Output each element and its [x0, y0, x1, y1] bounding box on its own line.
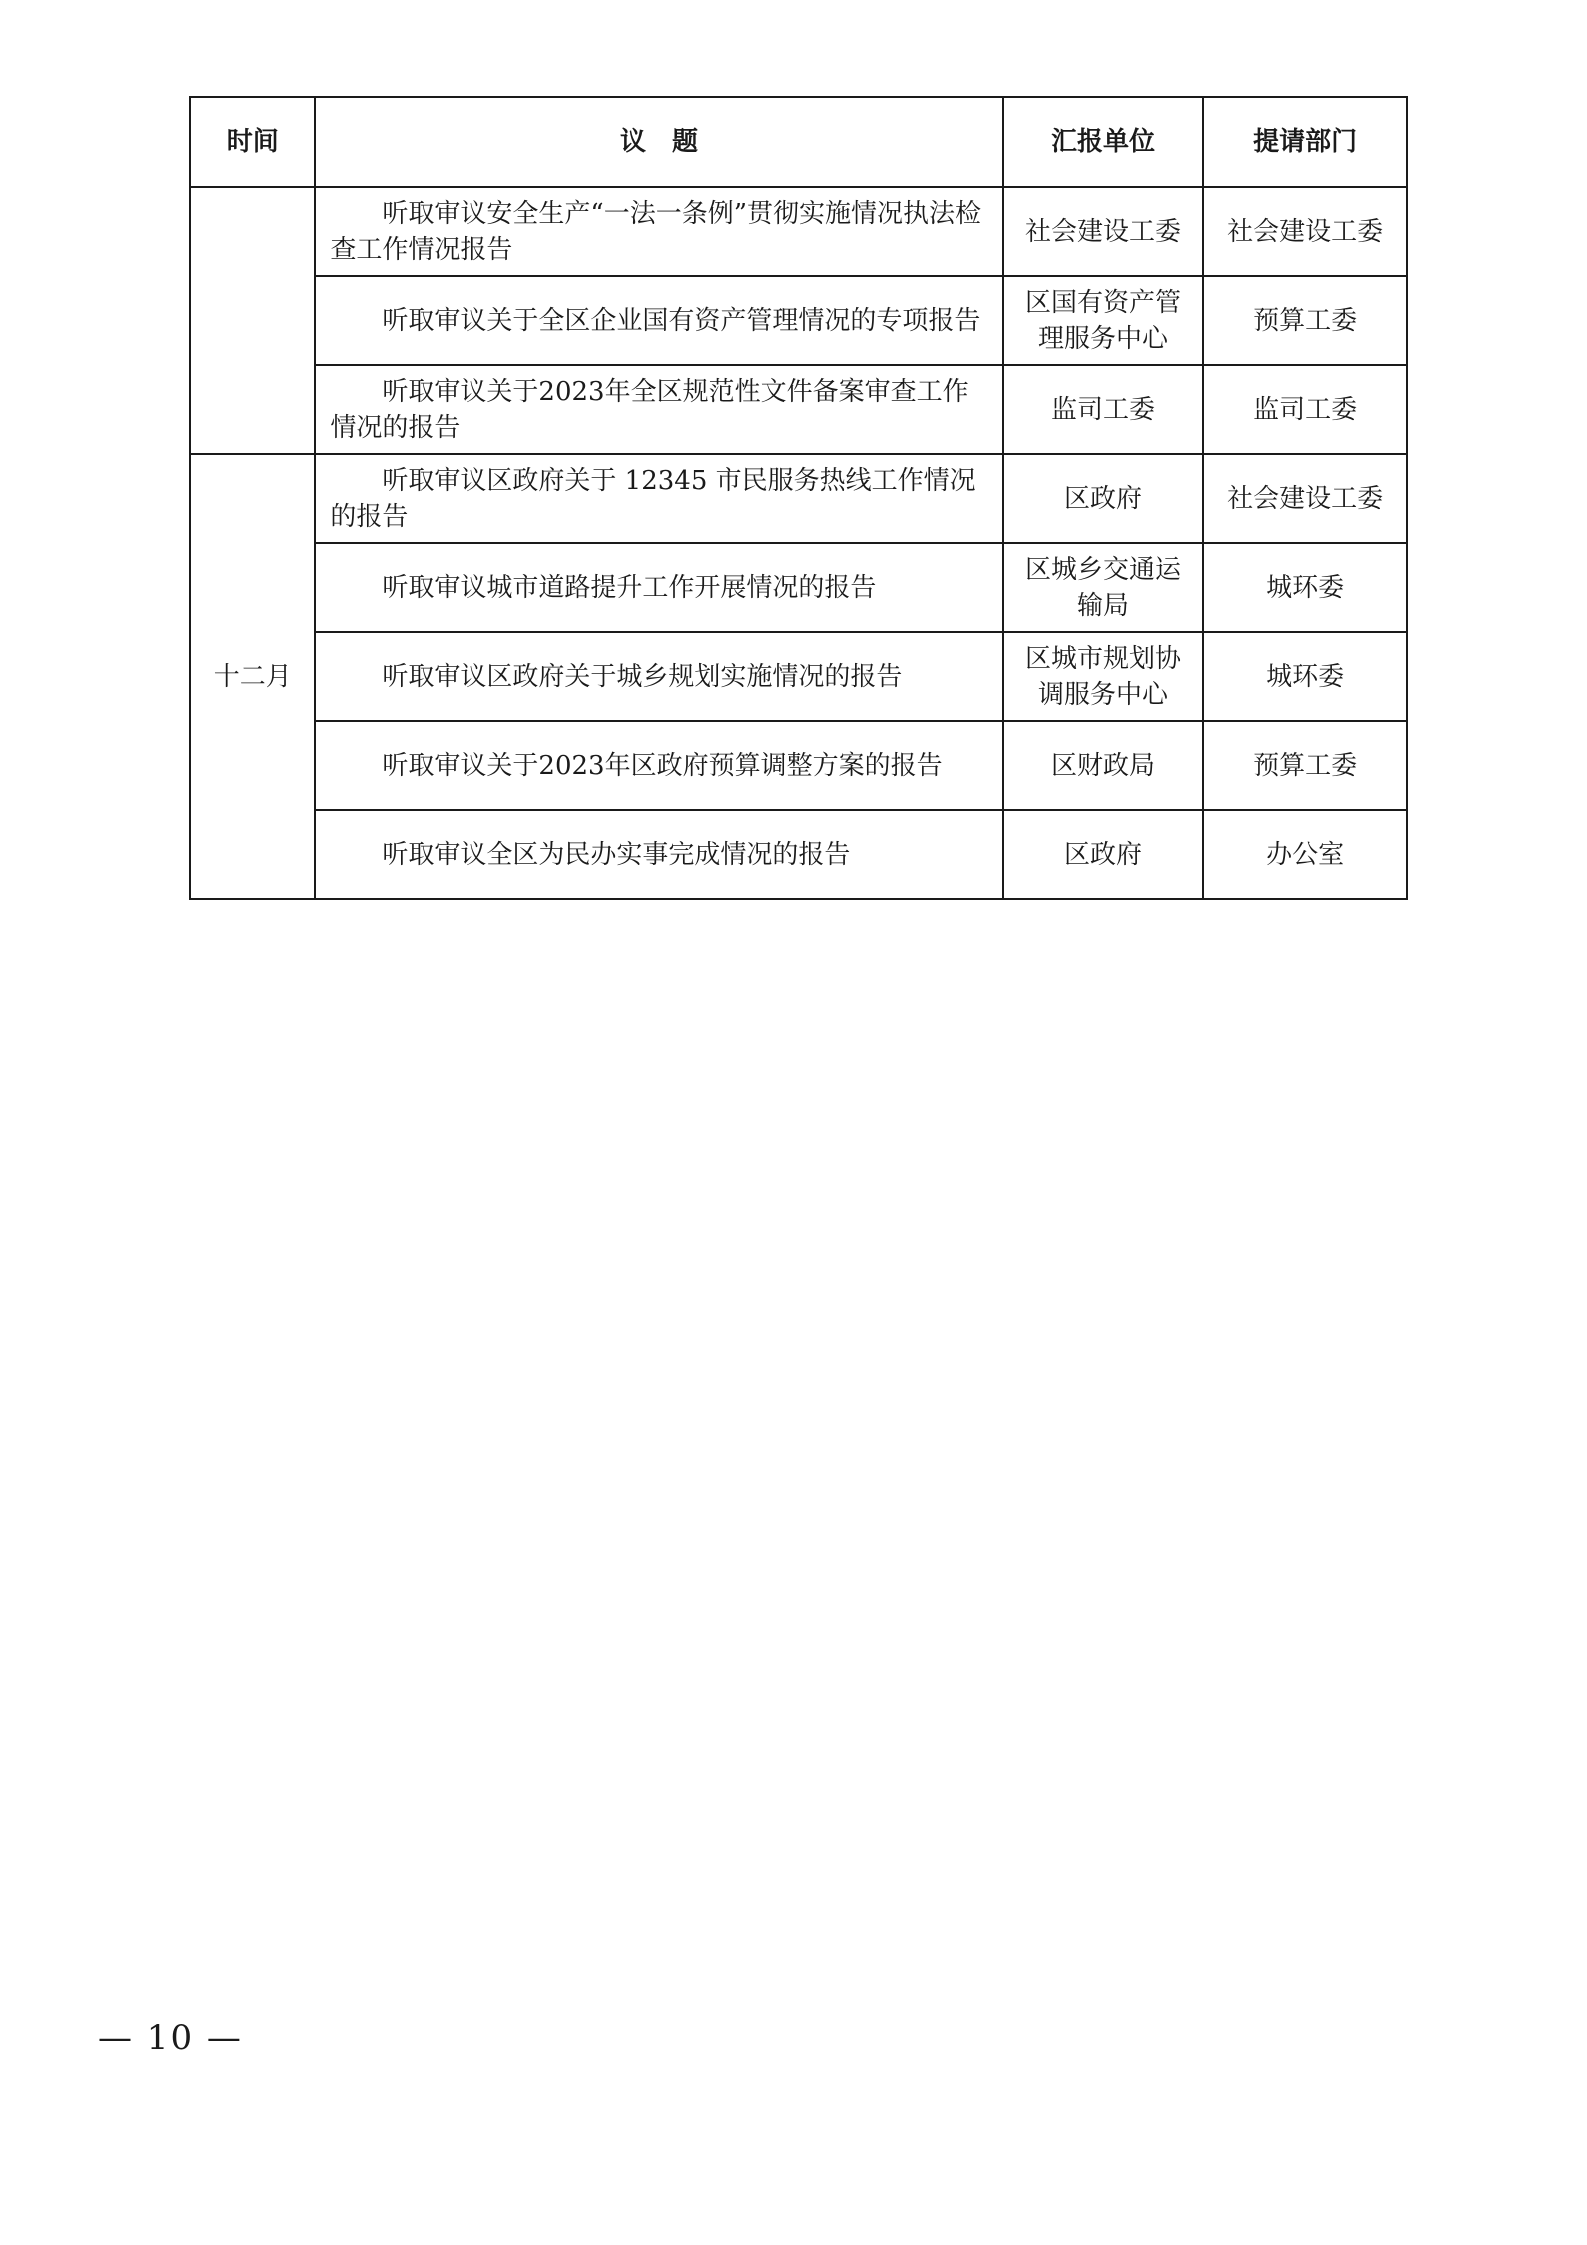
table-row: [190, 365, 1407, 454]
submitting-dept-cell: 办公室: [1203, 810, 1407, 899]
submitting-dept-cell: 社会建设工委: [1203, 187, 1407, 276]
reporting-unit-cell: 区政府: [1003, 454, 1204, 543]
time-cell: [190, 187, 315, 454]
table-header-row: [190, 97, 1407, 187]
table-row: [190, 187, 1407, 276]
submitting-dept-cell: 社会建设工委: [1203, 454, 1407, 543]
reporting-unit-cell: 监司工委: [1003, 365, 1204, 454]
header-dept: 提请部门: [1203, 97, 1407, 187]
agenda-table: [189, 96, 1408, 900]
topic-cell: 听取审议安全生产“一法一条例”贯彻实施情况执法检查工作情况报告: [315, 187, 1002, 276]
table-row: [190, 810, 1407, 899]
submitting-dept-cell: 城环委: [1203, 632, 1407, 721]
header-topic: 议 题: [315, 97, 1002, 187]
time-cell: 十二月: [190, 454, 315, 899]
reporting-unit-cell: 社会建设工委: [1003, 187, 1204, 276]
topic-cell: 听取审议区政府关于 12345 市民服务热线工作情况的报告: [315, 454, 1002, 543]
agenda-table-container: [189, 96, 1408, 900]
topic-cell: 听取审议城市道路提升工作开展情况的报告: [315, 543, 1002, 632]
header-unit: 汇报单位: [1003, 97, 1204, 187]
reporting-unit-cell: 区政府: [1003, 810, 1204, 899]
reporting-unit-cell: 区国有资产管理服务中心: [1003, 276, 1204, 365]
header-time: 时间: [190, 97, 315, 187]
topic-cell: 听取审议全区为民办实事完成情况的报告: [315, 810, 1002, 899]
topic-cell: 听取审议区政府关于城乡规划实施情况的报告: [315, 632, 1002, 721]
page-number: — 10 —: [98, 2018, 243, 2058]
submitting-dept-cell: 预算工委: [1203, 721, 1407, 810]
table-row: [190, 276, 1407, 365]
topic-cell: 听取审议关于2023年全区规范性文件备案审查工作情况的报告: [315, 365, 1002, 454]
table-row: [190, 632, 1407, 721]
topic-cell: 听取审议关于全区企业国有资产管理情况的专项报告: [315, 276, 1002, 365]
table-row: [190, 721, 1407, 810]
submitting-dept-cell: 监司工委: [1203, 365, 1407, 454]
reporting-unit-cell: 区财政局: [1003, 721, 1204, 810]
topic-cell: 听取审议关于2023年区政府预算调整方案的报告: [315, 721, 1002, 810]
submitting-dept-cell: 预算工委: [1203, 276, 1407, 365]
table-row: [190, 543, 1407, 632]
reporting-unit-cell: 区城乡交通运输局: [1003, 543, 1204, 632]
reporting-unit-cell: 区城市规划协调服务中心: [1003, 632, 1204, 721]
table-row: [190, 454, 1407, 543]
submitting-dept-cell: 城环委: [1203, 543, 1407, 632]
